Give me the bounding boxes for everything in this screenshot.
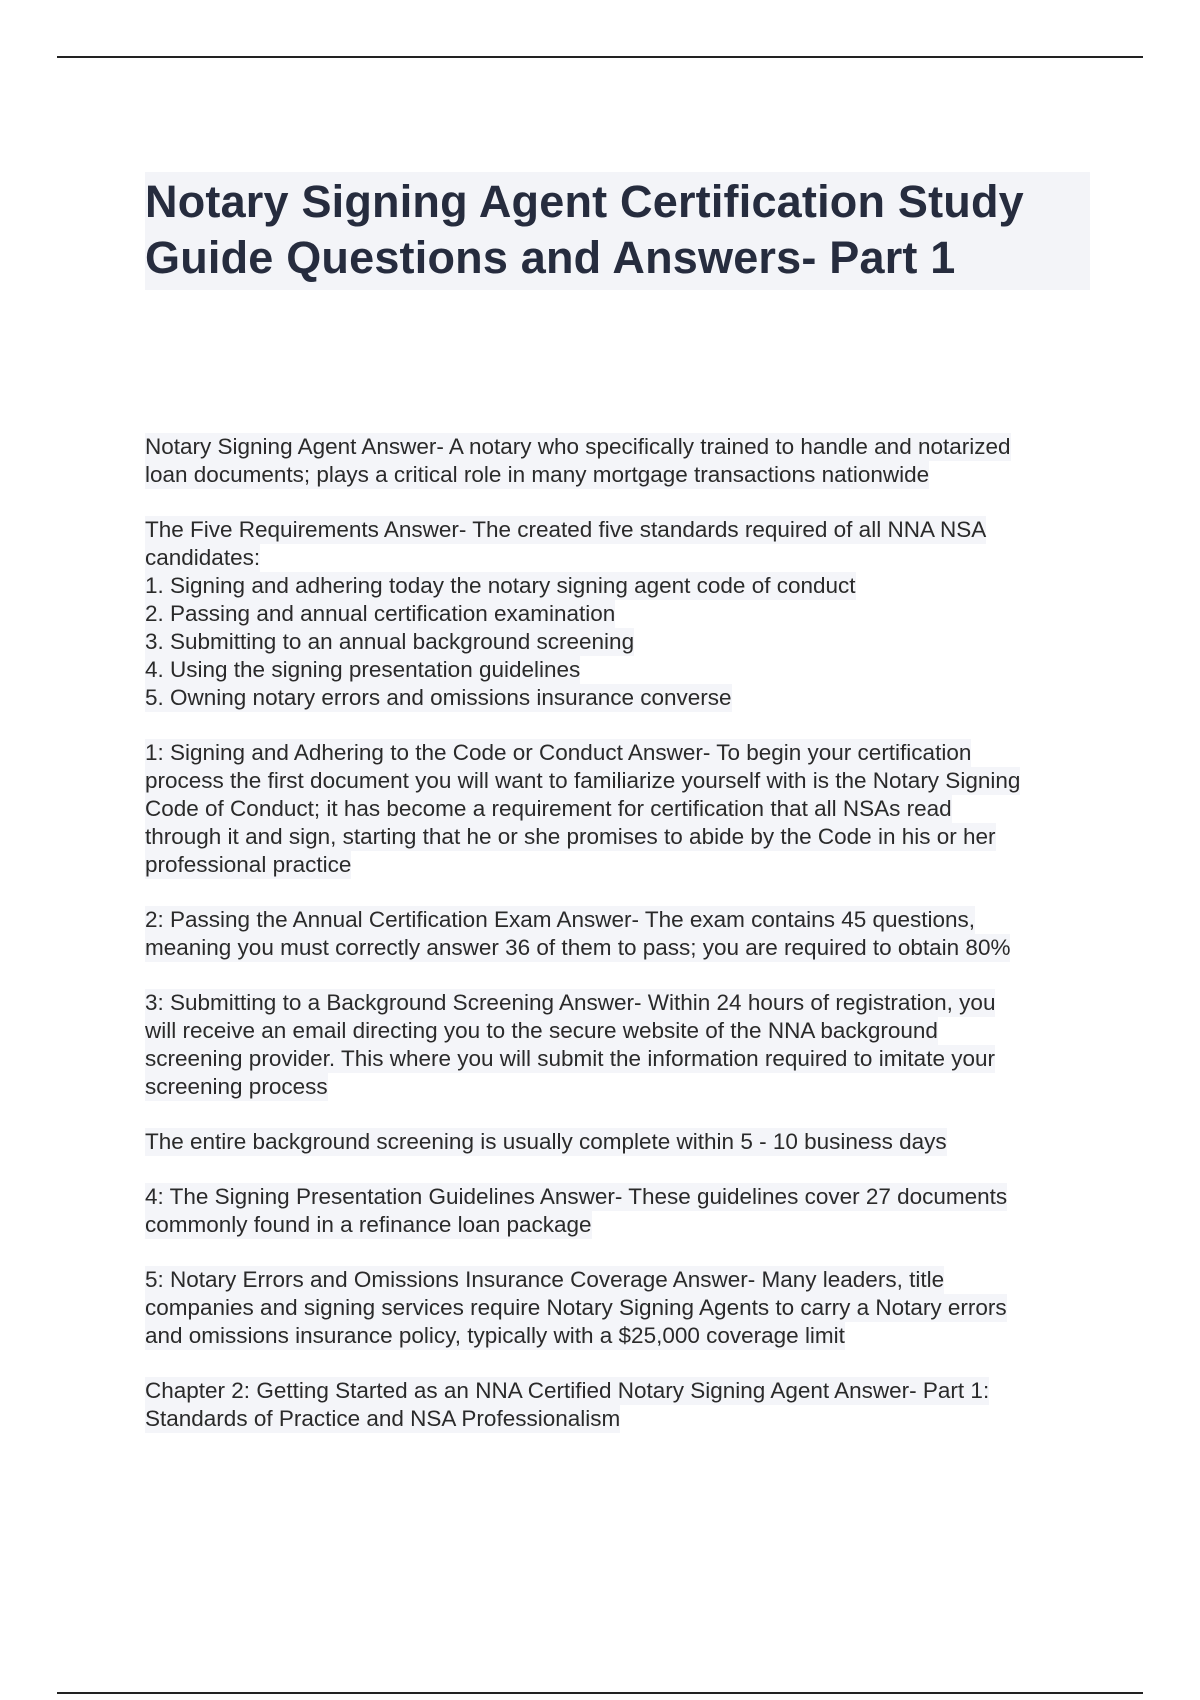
text-line: companies and signing services require Notary Signing Agents to carry a Notary errors	[145, 1295, 1007, 1320]
text-line: 4: The Signing Presentation Guidelines Answer- These guidelines cover 27 documents	[145, 1184, 1008, 1209]
text-line: commonly found in a refinance loan package	[145, 1212, 592, 1237]
text-line: process the first document you will want to familiarize yourself with is the Notary Signing	[145, 768, 1021, 793]
paragraph-five-requirements	[145, 516, 1090, 712]
text-line: 2: Passing the Annual Certification Exam Answer- The exam contains 45 questions,	[145, 907, 976, 932]
document-page	[145, 172, 1090, 1460]
text-line: screening provider. This where you will submit the information required to imitate your	[145, 1046, 995, 1071]
text-line: Code of Conduct; it has become a requirement for certification that all NSAs read	[145, 796, 952, 821]
text-line: meaning you must correctly answer 36 of them to pass; you are required to obtain 80%	[145, 935, 1011, 960]
text-line: Chapter 2: Getting Started as an NNA Certified Notary Signing Agent Answer- Part 1:	[145, 1378, 990, 1403]
text-line: 5: Notary Errors and Omissions Insurance Coverage Answer- Many leaders, title	[145, 1267, 945, 1292]
paragraph-certification-exam	[145, 906, 1090, 962]
document-title	[145, 174, 1084, 286]
paragraph-chapter-2	[145, 1377, 1090, 1433]
text-line: Standards of Practice and NSA Professionalism	[145, 1406, 621, 1431]
title-line: Guide Questions and Answers- Part 1	[145, 232, 956, 283]
paragraph-notary-signing-agent	[145, 433, 1090, 489]
text-line: Notary Signing Agent Answer- A notary who specifically trained to handle and notarized	[145, 434, 1011, 459]
text-line: professional practice	[145, 852, 352, 877]
text-line: The Five Requirements Answer- The created five standards required of all NNA NSA	[145, 517, 987, 542]
list-item: 3. Submitting to an annual background screening	[145, 629, 635, 654]
text-line: through it and sign, starting that he or she promises to abide by the Code in his or her	[145, 824, 996, 849]
paragraph-screening-duration	[145, 1128, 1090, 1156]
list-item: 5. Owning notary errors and omissions insurance converse	[145, 685, 732, 710]
document-body	[145, 433, 1090, 1433]
text-line: and omissions insurance policy, typically with a $25,000 coverage limit	[145, 1323, 845, 1348]
text-line: loan documents; plays a critical role in many mortgage transactions nationwide	[145, 462, 930, 487]
top-rule	[57, 56, 1143, 58]
text-line: 3: Submitting to a Background Screening Answer- Within 24 hours of registration, you	[145, 990, 996, 1015]
paragraph-code-of-conduct	[145, 739, 1090, 879]
list-item: 4. Using the signing presentation guidelines	[145, 657, 581, 682]
title-line: Notary Signing Agent Certification Study	[145, 176, 1024, 227]
text-line: 1: Signing and Adhering to the Code or Conduct Answer- To begin your certification	[145, 740, 972, 765]
bottom-rule	[57, 1692, 1143, 1694]
paragraph-background-screening	[145, 989, 1090, 1101]
list-item: 2. Passing and annual certification examination	[145, 601, 616, 626]
list-item: 1. Signing and adhering today the notary signing agent code of conduct	[145, 573, 856, 598]
text-line: The entire background screening is usually complete within 5 - 10 business days	[145, 1129, 947, 1154]
text-line: will receive an email directing you to the secure website of the NNA background	[145, 1018, 938, 1043]
paragraph-presentation-guidelines	[145, 1183, 1090, 1239]
text-line: candidates:	[145, 545, 261, 570]
paragraph-eo-insurance	[145, 1266, 1090, 1350]
text-line: screening process	[145, 1074, 328, 1099]
title-block	[145, 172, 1090, 290]
